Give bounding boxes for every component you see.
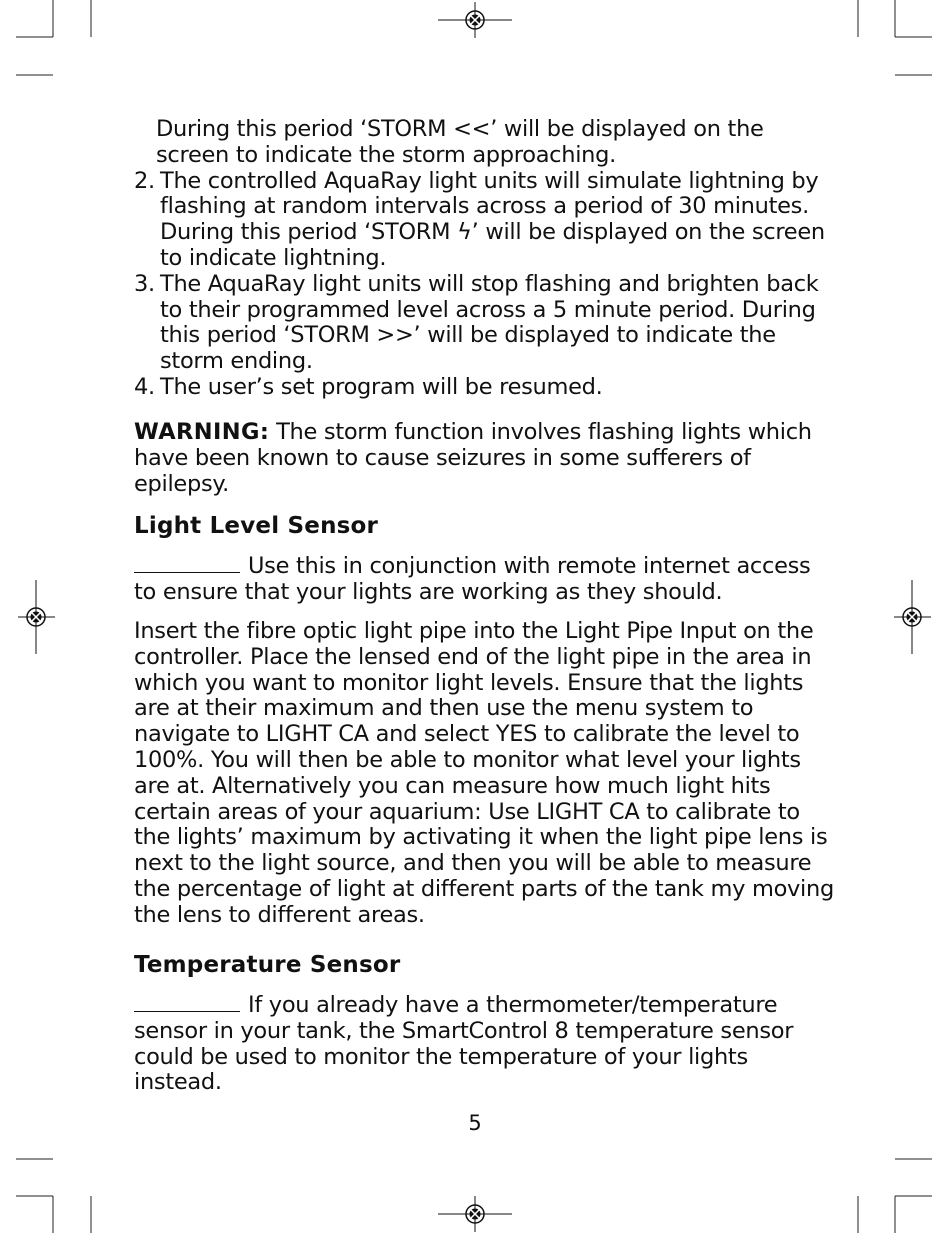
temperature-sensor-intro-text: If you already have a thermometer/temperature sensor in your tank, the SmartControl 8 temperature sensor could be used to monitor the temperature of your lights instead.: [134, 992, 794, 1096]
storm-steps-list: [134, 117, 834, 401]
warning-paragraph: [134, 420, 834, 497]
list-item-text: The AquaRay light units will stop flashing and brighten back to their programmed level across a 5 minute period. During this period ‘STORM >>’ will be displayed to indicate the storm ending.: [160, 270, 819, 375]
light-sensor-intro-text: Use this in conjunction with remote internet access to ensure that your lights are working as they should.: [134, 553, 811, 605]
list-number: 3.: [134, 270, 155, 297]
page-number: 5: [468, 1111, 482, 1135]
storm-step-4: [134, 375, 834, 401]
registration-mark-icon: [894, 580, 931, 654]
storm-step-1-continuation: During this period ‘STORM <<’ will be displayed on the screen to indicate the storm approaching.: [156, 116, 764, 168]
list-number: 4.: [134, 373, 155, 400]
list-item-text: The user’s set program will be resumed.: [160, 373, 603, 400]
registration-mark-icon: [438, 1196, 512, 1232]
light-sensor-body: Insert the fibre optic light pipe into the Light Pipe Input on the controller. Place the lensed end of the light pipe in the area in which you want to monitor light levels. Ensure that the lights are at their maximum and then use the menu system to navigate to LIGHT CA and select YES to calibrate the level to 100%. You will then be able to monitor what level your lights are at. Alternatively you can measure how much light hits certain areas of your aquarium: Use LIGHT CA to calibrate to the lights’ maximum by activating it when the light pipe lens is next to the light source, and then you will be able to measure the percentage of light at different parts of the tank my moving the lens to different areas.: [134, 618, 834, 928]
storm-step-2: [134, 169, 834, 272]
warning-text: The storm function involves flashing lights which have been known to cause seizures in some sufferers of epilepsy.: [134, 419, 812, 497]
light-sensor-intro: [134, 554, 834, 606]
registration-mark-icon: [18, 580, 55, 654]
registration-mark-icon: [438, 2, 512, 38]
blank-line: [134, 993, 240, 1012]
list-number: 2.: [134, 167, 155, 194]
list-item-text: The controlled AquaRay light units will simulate lightning by flashing at random intervals across a period of 30 minutes. During this period ‘STORM ϟ’ will be displayed on the screen to indicate lightning.: [160, 167, 825, 271]
blank-line: [134, 554, 240, 573]
storm-step-3: [134, 272, 834, 375]
temperature-sensor-heading: Temperature Sensor: [134, 952, 401, 978]
temperature-sensor-intro: [134, 993, 834, 1096]
warning-label: WARNING:: [134, 419, 270, 445]
light-level-sensor-heading: Light Level Sensor: [134, 513, 379, 539]
